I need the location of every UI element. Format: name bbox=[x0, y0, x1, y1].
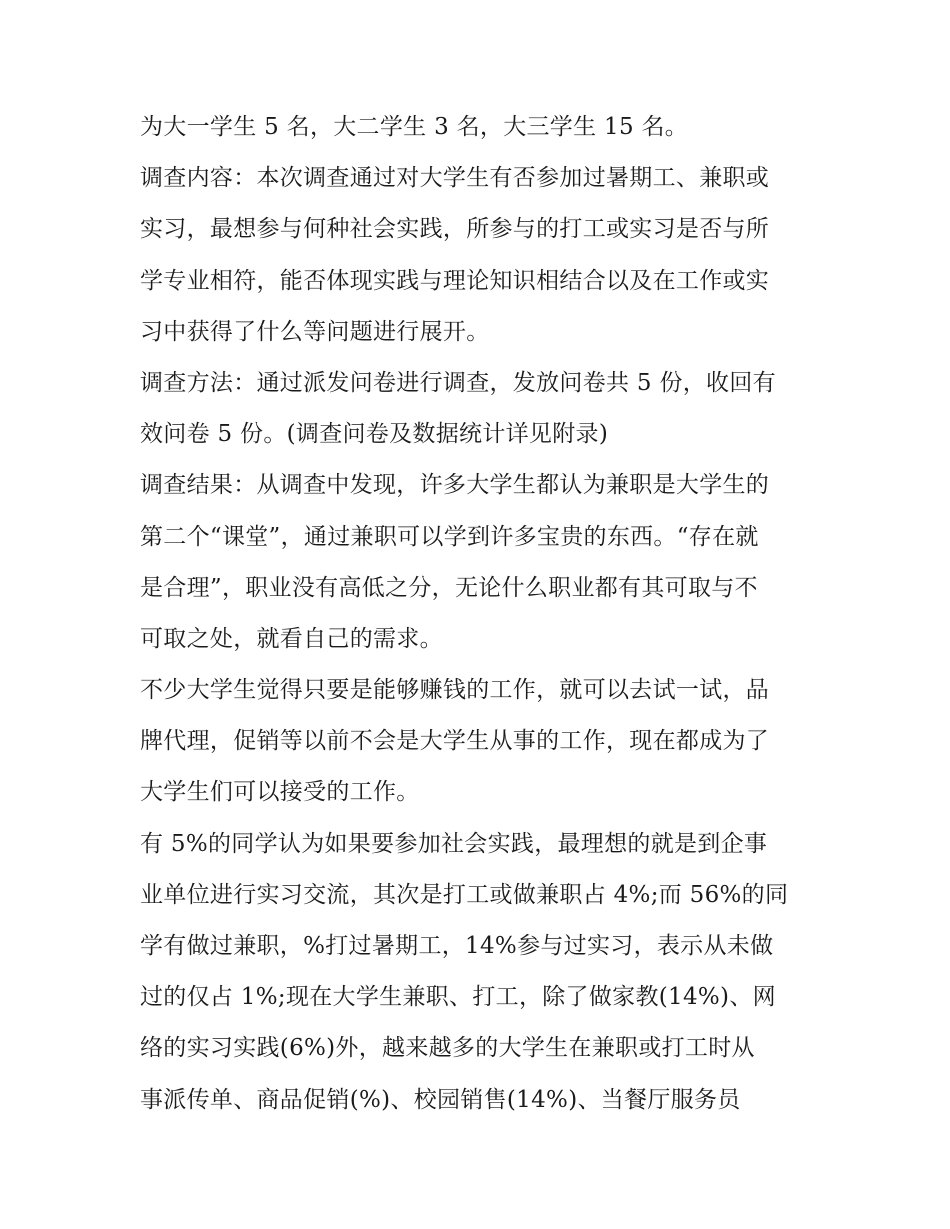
text-line: 有 5%的同学认为如果要参加社会实践，最理想的就是到企事 bbox=[140, 830, 768, 857]
text-line: 效问卷 5 份。(调查问卷及数据统计详见附录) bbox=[140, 421, 609, 448]
text-line: 络的实习实践(6%)外，越来越多的大学生在兼职或打工时从 bbox=[140, 1035, 755, 1062]
text-line: 业单位进行实习交流，其次是打工或做兼职占 4%;而 56%的同 bbox=[140, 881, 789, 908]
text-line: 调查内容：本次调查通过对大学生有否参加过暑期工、兼职或 bbox=[140, 165, 770, 192]
text-line: 大学生们可以接受的工作。 bbox=[140, 779, 420, 806]
text-line: 实习，最想参与何种社会实践，所参与的打工或实习是否与所 bbox=[140, 216, 770, 243]
text-line: 学有做过兼职，%打过暑期工，14%参与过实习，表示从未做 bbox=[140, 933, 774, 959]
text-line: 调查方法：通过派发问卷进行调查，发放问卷共 5 份，收回有 bbox=[140, 369, 776, 396]
text-line: 不少大学生觉得只要是能够赚钱的工作，就可以去试一试，品 bbox=[140, 677, 770, 704]
text-line: 习中获得了什么等问题进行展开。 bbox=[140, 318, 490, 345]
document-body bbox=[140, 102, 812, 1126]
text-line: 过的仅占 1%;现在大学生兼职、打工，除了做家教(14%)、网 bbox=[140, 984, 776, 1011]
text-line: 是合理”，职业没有高低之分，无论什么职业都有其可取与不 bbox=[140, 574, 758, 601]
text-line: 可取之处，就看自己的需求。 bbox=[140, 625, 443, 652]
text-line: 为大一学生 5 名，大二学生 3 名，大三学生 15 名。 bbox=[140, 114, 689, 140]
text-line: 调查结果：从调查中发现，许多大学生都认为兼职是大学生的 bbox=[140, 472, 770, 499]
text-line: 第二个“课堂”，通过兼职可以学到许多宝贵的东西。“存在就 bbox=[140, 523, 759, 550]
text-line: 学专业相符，能否体现实践与理论知识相结合以及在工作或实 bbox=[140, 267, 770, 294]
text-line: 牌代理，促销等以前不会是大学生从事的工作，现在都成为了 bbox=[140, 728, 770, 755]
text-line: 事派传单、商品促销(%)、校园销售(14%)、当餐厅服务员 bbox=[140, 1086, 741, 1113]
